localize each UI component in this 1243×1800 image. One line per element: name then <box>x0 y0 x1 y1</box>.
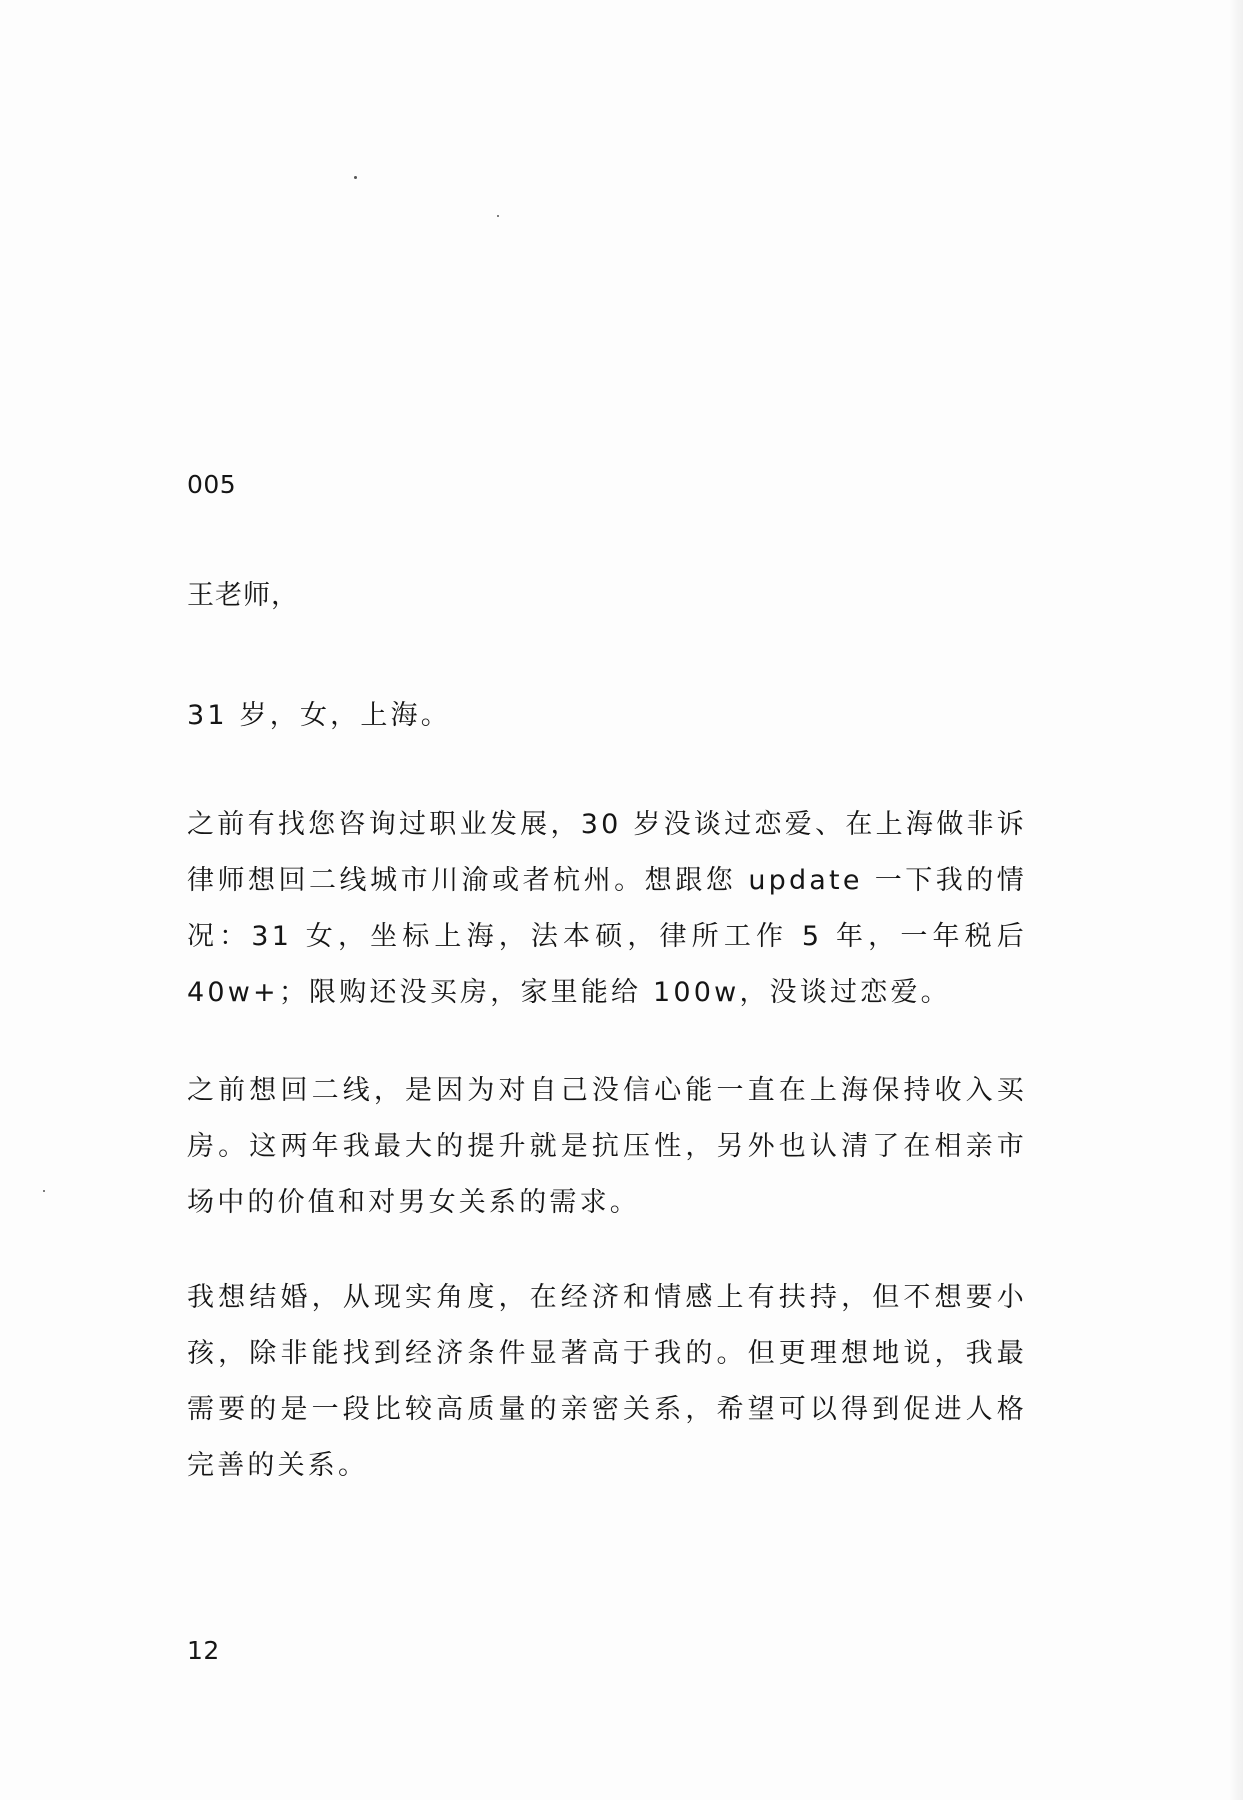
paragraph-background: 之前有找您咨询过职业发展，30 岁没谈过恋爱、在上海做非诉律师想回二线城市川渝或者杭州。想跟您 update 一下我的情况：31 女，坐标上海，法本硕，律所工作 5 年，一年税后 40w+；限购还没买房，家里能给 100w，没谈过恋爱。 <box>187 809 1027 1008</box>
paragraph-goals: 我想结婚，从现实角度，在经济和情感上有扶持，但不想要小孩，除非能找到经济条件显著高于我的。但更理想地说，我最需要的是一段比较高质量的亲密关系，希望可以得到促进人格完善的关系。 <box>187 1282 1027 1481</box>
paragraph-reflection: 之前想回二线，是因为对自己没信心能一直在上海保持收入买房。这两年我最大的提升就是抗压性，另外也认清了在相亲市场中的价值和对男女关系的需求。 <box>187 1075 1027 1218</box>
scan-speck <box>497 215 499 217</box>
scan-speck <box>354 176 357 179</box>
scan-speck <box>43 1190 45 1192</box>
document-id: 005 <box>187 470 237 499</box>
salutation: 王老师， <box>187 580 299 611</box>
page-edge-shadow <box>1229 0 1243 1800</box>
paragraph-profile: 31 岁，女，上海。 <box>187 700 451 731</box>
page-number: 12 <box>187 1636 220 1665</box>
